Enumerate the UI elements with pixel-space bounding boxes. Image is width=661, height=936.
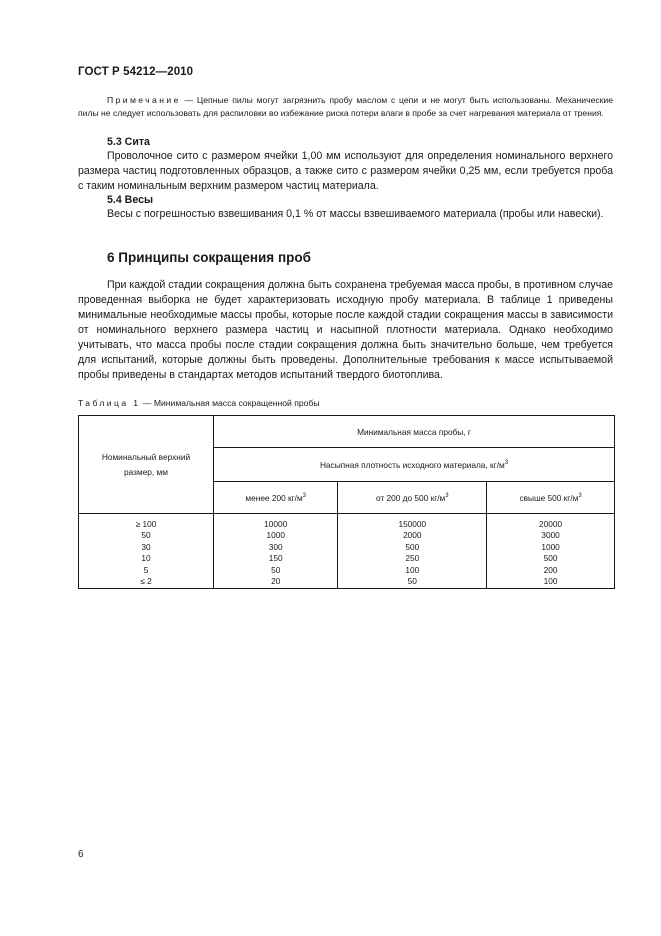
table-cell: 50 — [141, 530, 151, 541]
section-5-3-heading: 5.3 Сита — [107, 136, 150, 148]
min-mass-table — [78, 415, 615, 589]
section-5-4-heading: 5.4 Весы — [107, 194, 154, 206]
table-cell: 20000 — [539, 519, 563, 529]
table-cell: 10000 — [264, 519, 288, 529]
document-header: ГОСТ Р 54212—2010 — [78, 66, 194, 78]
table-cell: 5 — [143, 564, 149, 575]
section-5-3-paragraph — [78, 149, 613, 194]
table-stub-header — [79, 416, 214, 514]
section-6-paragraph — [78, 278, 613, 383]
header-density: Насыпная плотность исходного материала, $кг/м^3$ — [214, 448, 615, 482]
table-column-high — [487, 514, 615, 589]
section-5-3-text: Проволочное сито с размером ячейки 1,00 мм используют для определения номинального верхнего размера частиц подготовленных образцов, а также сито с размером ячейки 0,25 мм, если требуется проба с таким номинальным верхним размером частиц материала. — [78, 150, 613, 192]
table-caption-text: — Минимальная масса сокращенной пробы — [140, 398, 320, 408]
note-lead: Примечание — [107, 95, 181, 105]
table-cell: ≤ 2 — [140, 576, 152, 587]
table-cell: 200 — [543, 564, 558, 575]
table-cell: 1000 — [541, 541, 560, 552]
page-number: 6 — [78, 849, 84, 860]
stub-line-1: Номинальный верхний — [101, 451, 191, 462]
table-cell: 2000 — [403, 530, 422, 541]
header-min-mass: Минимальная масса пробы, г — [214, 416, 615, 448]
table-column-size — [79, 514, 214, 589]
table-cell: 250 — [405, 553, 420, 564]
table-cell: 500 — [405, 541, 420, 552]
section-5-4-text: Весы с погрешностью взвешивания 0,1 % от массы взвешиваемого материала (пробы или навески). — [107, 208, 604, 220]
header-col-mid: от 200 до 500 $кг/м^3$ — [338, 482, 487, 514]
table-cell: 3000 — [541, 530, 560, 541]
table-cell: 300 — [268, 541, 283, 552]
stub-line-2: размер, мм — [124, 466, 168, 477]
section-6-text: При каждой стадии сокращения должна быть сохранена требуемая масса пробы, в противном случае проведенная выборка не будет характеризовать исходную пробу материала. В таблице 1 приведены минимальные необходимые массы пробы, которые после каждой стадии сокращения массы в зависимости от номинального верхнего размера частиц и насыпной плотности материала. Однако необходимо учитывать, что масса пробы после стадии сокращения должна быть значительно больше, чем требуется для испытаний, которые должны быть проведены. Дополнительные требования к массе испытываемой пробы приведены в стандартах методов испытаний твердого биотоплива. — [78, 279, 613, 381]
table-cell: 20 — [271, 576, 281, 587]
table-cell: 50 — [407, 576, 417, 587]
table-cell: 30 — [141, 541, 151, 552]
table-cell: 500 — [543, 553, 558, 564]
table-cell: 50 — [271, 564, 281, 575]
table-caption — [78, 398, 320, 408]
table-cell: 150 — [268, 553, 283, 564]
table-column-low — [214, 514, 338, 589]
header-col-high: свыше 500 $кг/м^3$ — [487, 482, 615, 514]
table-caption-lead: Таблица 1 — [78, 398, 141, 408]
table-cell: 1000 — [266, 530, 285, 541]
table-cell: ≥ 100 — [135, 519, 157, 529]
table-cell: 150000 — [398, 519, 427, 529]
table-cell: 100 — [543, 576, 558, 587]
section-6-heading: 6 Принципы сокращения проб — [107, 250, 311, 265]
table-column-mid — [338, 514, 487, 589]
note-paragraph — [78, 94, 613, 119]
table-cell: 100 — [405, 564, 420, 575]
header-col-low: менее 200 $кг/м^3$ — [214, 482, 338, 514]
table-cell: 10 — [141, 553, 151, 564]
note-text: — Цепные пилы могут загрязнить пробу маслом с цепи и не могут быть использованы. Механические пилы не следует использовать для распиловки во избежание риска потери влаги в пробе за счет нагревания материала от трения. — [78, 95, 613, 118]
section-5-4-paragraph — [78, 207, 613, 222]
